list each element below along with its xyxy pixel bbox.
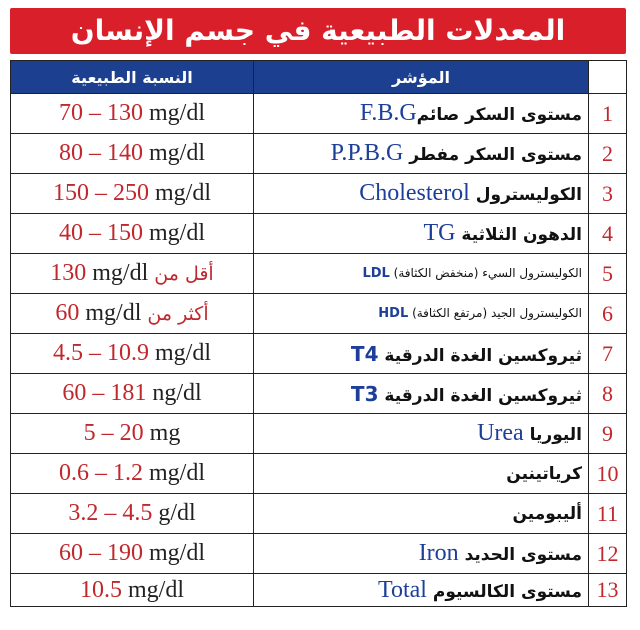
indicator-cell — [254, 454, 589, 494]
indicator-cell — [254, 334, 589, 374]
indicator-english: HDL — [378, 306, 409, 321]
table-header-row — [11, 61, 627, 94]
range-unit: mg/dl — [142, 540, 205, 566]
indicator-english: T3 — [350, 381, 379, 406]
normal-range-cell — [11, 374, 254, 414]
range-unit: ng/dl — [146, 380, 202, 406]
indicator-english: P.P.B.G — [330, 140, 404, 166]
row-number: 8 — [589, 374, 627, 414]
normal-range-cell — [11, 414, 254, 454]
header-number — [589, 61, 627, 94]
indicator-cell — [254, 294, 589, 334]
indicator-cell — [254, 414, 589, 454]
indicator-arabic: ثيروكسين الغدة الدرقية — [378, 345, 582, 366]
table-row — [11, 414, 627, 454]
indicator-english: LDL — [362, 266, 390, 281]
table-row — [11, 174, 627, 214]
range-unit: mg/dl — [142, 220, 205, 246]
row-number: 4 — [589, 214, 627, 254]
range-unit: mg/dl — [142, 100, 205, 126]
table-row — [11, 254, 627, 294]
row-number: 10 — [589, 454, 627, 494]
range-value: 10.5 — [79, 576, 122, 603]
indicator-arabic: اليوريا — [523, 425, 582, 445]
row-number: 13 — [589, 574, 627, 607]
row-number: 6 — [589, 294, 627, 334]
table-row — [11, 454, 627, 494]
row-number: 12 — [589, 534, 627, 574]
indicator-cell — [254, 534, 589, 574]
indicator-arabic: أليبومين — [512, 503, 582, 524]
indicator-cell — [254, 94, 589, 134]
normal-range-cell — [11, 534, 254, 574]
indicator-cell — [254, 134, 589, 174]
range-value: 4.5 – 10.9 — [52, 340, 149, 366]
row-number: 1 — [589, 94, 627, 134]
indicator-arabic: مستوى السكر صائم — [416, 105, 582, 125]
indicator-arabic: مستوى الحديد — [458, 545, 582, 565]
indicator-arabic: الكوليسترول السيء (منخفض الكثافة) — [389, 266, 582, 280]
normal-range-cell — [11, 294, 254, 334]
indicator-english: TG — [423, 220, 456, 246]
range-value: 70 – 130 — [58, 100, 143, 126]
range-unit: mg/dl — [142, 460, 205, 486]
range-value: 130 — [50, 260, 87, 286]
indicator-english: Urea — [477, 420, 524, 446]
header-indicator: المؤشر — [254, 61, 589, 94]
table-row — [11, 374, 627, 414]
indicator-english: F.B.G — [359, 100, 417, 126]
normal-range-cell — [11, 334, 254, 374]
page-title: المعدلات الطبيعية في جسم الإنسان — [10, 8, 626, 54]
normal-range-cell — [11, 134, 254, 174]
range-value: 3.2 – 4.5 — [68, 500, 153, 526]
range-unit: mg — [143, 420, 181, 446]
range-unit: mg/dl — [121, 576, 184, 603]
range-value: 40 – 150 — [58, 220, 143, 246]
indicator-english: Total — [377, 576, 427, 603]
range-value: 150 – 250 — [52, 180, 149, 206]
table-row — [11, 494, 627, 534]
normal-range-cell — [11, 94, 254, 134]
indicator-cell — [254, 254, 589, 294]
indicator-arabic: الدهون الثلاثية — [455, 225, 582, 245]
indicator-arabic: مستوى السكر مفطر — [403, 145, 582, 165]
normal-range-cell — [11, 254, 254, 294]
range-unit: mg/dl — [148, 180, 211, 206]
row-number: 9 — [589, 414, 627, 454]
range-value: 60 – 190 — [58, 540, 143, 566]
range-unit: mg/dl — [86, 260, 155, 286]
normal-range-cell — [11, 574, 254, 607]
indicator-cell — [254, 574, 589, 607]
table-row — [11, 214, 627, 254]
table-row — [11, 534, 627, 574]
indicator-cell — [254, 214, 589, 254]
indicator-arabic: الكوليسترول — [469, 185, 582, 205]
indicator-english: Iron — [418, 540, 459, 566]
range-value: 60 — [55, 300, 80, 326]
table-row — [11, 574, 627, 607]
row-number: 7 — [589, 334, 627, 374]
range-value: 60 – 181 — [62, 380, 147, 406]
range-value: 80 – 140 — [58, 140, 143, 166]
range-unit: mg/dl — [79, 300, 148, 326]
indicator-cell — [254, 494, 589, 534]
indicator-cell — [254, 374, 589, 414]
row-number: 11 — [589, 494, 627, 534]
range-value: 0.6 – 1.2 — [58, 460, 143, 486]
normal-range-cell — [11, 214, 254, 254]
indicator-arabic: الكوليسترول الجيد (مرتفع الكثافة) — [408, 306, 582, 320]
indicator-english: Cholesterol — [359, 180, 470, 206]
range-qualifier: أقل من — [154, 263, 214, 285]
indicator-english: T4 — [350, 341, 379, 366]
normal-range-cell — [11, 494, 254, 534]
row-number: 3 — [589, 174, 627, 214]
range-unit: g/dl — [152, 500, 196, 526]
indicator-arabic: كرياتينين — [506, 463, 582, 484]
row-number: 2 — [589, 134, 627, 174]
table-row — [11, 294, 627, 334]
range-value: 5 – 20 — [83, 420, 144, 446]
range-unit: mg/dl — [142, 140, 205, 166]
normal-range-cell — [11, 174, 254, 214]
table-row — [11, 334, 627, 374]
indicator-arabic: مستوى الكالسيوم — [426, 581, 582, 602]
indicator-cell — [254, 174, 589, 214]
table-row — [11, 94, 627, 134]
table-row — [11, 134, 627, 174]
row-number: 5 — [589, 254, 627, 294]
normal-ranges-table — [10, 60, 627, 607]
header-normal-range: النسبة الطبيعية — [11, 61, 254, 94]
range-qualifier: أكثر من — [147, 303, 209, 325]
range-unit: mg/dl — [148, 340, 211, 366]
normal-range-cell — [11, 454, 254, 494]
indicator-arabic: ثيروكسين الغدة الدرقية — [378, 385, 582, 406]
